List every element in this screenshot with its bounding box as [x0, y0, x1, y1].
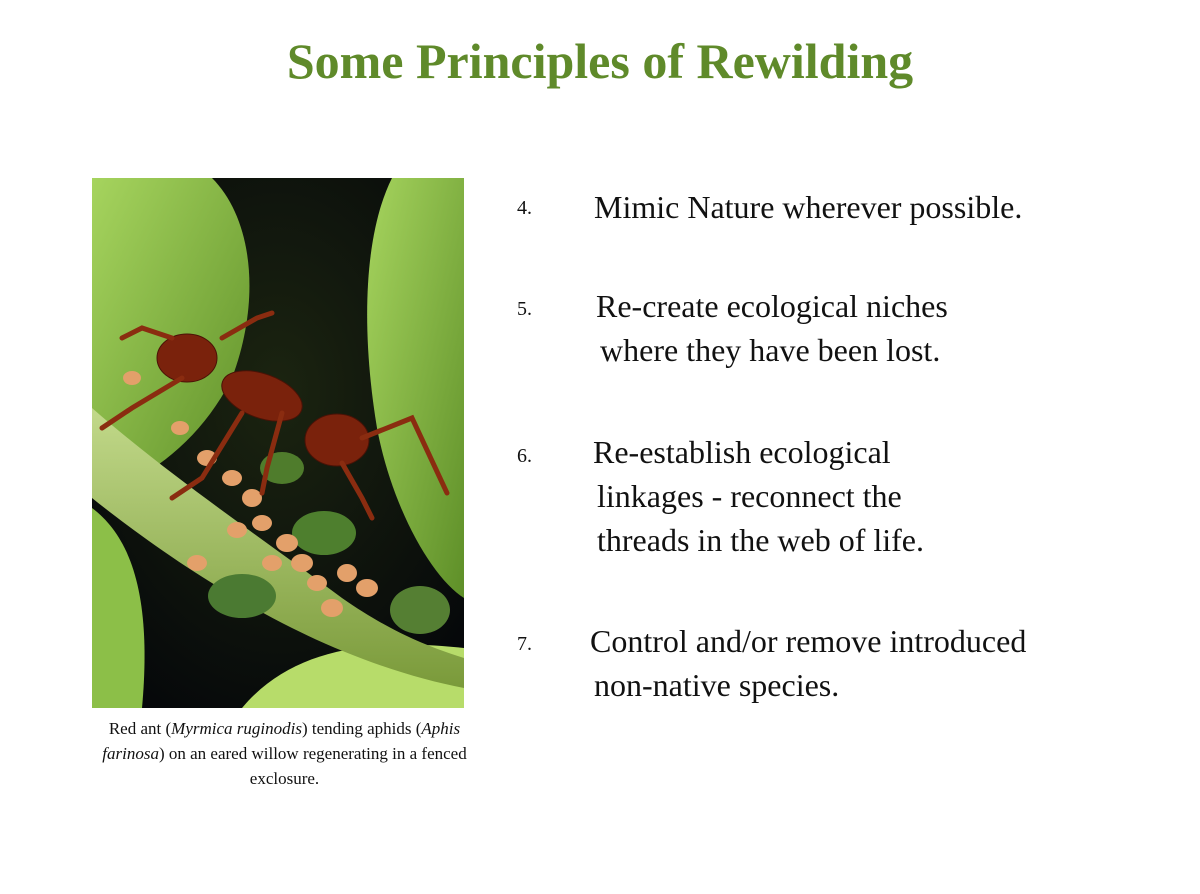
slide-title: Some Principles of Rewilding: [286, 33, 914, 89]
caption-species-2: Aphis farinosa: [102, 719, 461, 763]
principle-line: threads in the web of life.: [597, 522, 924, 558]
principle-text: [593, 430, 924, 562]
principle-line: Re-establish ecological: [593, 434, 891, 470]
principle-text: [594, 185, 1022, 229]
principle-line: where they have been lost.: [600, 332, 941, 368]
principle-text: [590, 619, 1026, 707]
principle-line: non-native species.: [594, 667, 840, 703]
principle-text: [596, 284, 948, 372]
caption-text-2: ) tending aphids (: [301, 719, 422, 738]
principle-line: Mimic Nature wherever possible.: [594, 189, 1023, 225]
principle-number: 4.: [517, 197, 532, 219]
ant-aphid-photo: [92, 178, 464, 708]
principle-line: Re-create ecological niches: [596, 288, 948, 324]
principle-line: linkages - reconnect the: [597, 478, 902, 514]
caption-species-1: Myrmica ruginodis: [171, 719, 302, 738]
caption-text-3: ) on an eared willow regenerating in a fenced exclosure.: [158, 744, 467, 788]
caption-text-1: Red ant (: [108, 719, 172, 738]
principle-number: 7.: [517, 633, 532, 655]
principle-line: Control and/or remove introduced: [590, 623, 1027, 659]
principle-number: 6.: [517, 445, 532, 467]
photo-caption: [92, 716, 477, 791]
principle-number: 5.: [517, 298, 532, 320]
